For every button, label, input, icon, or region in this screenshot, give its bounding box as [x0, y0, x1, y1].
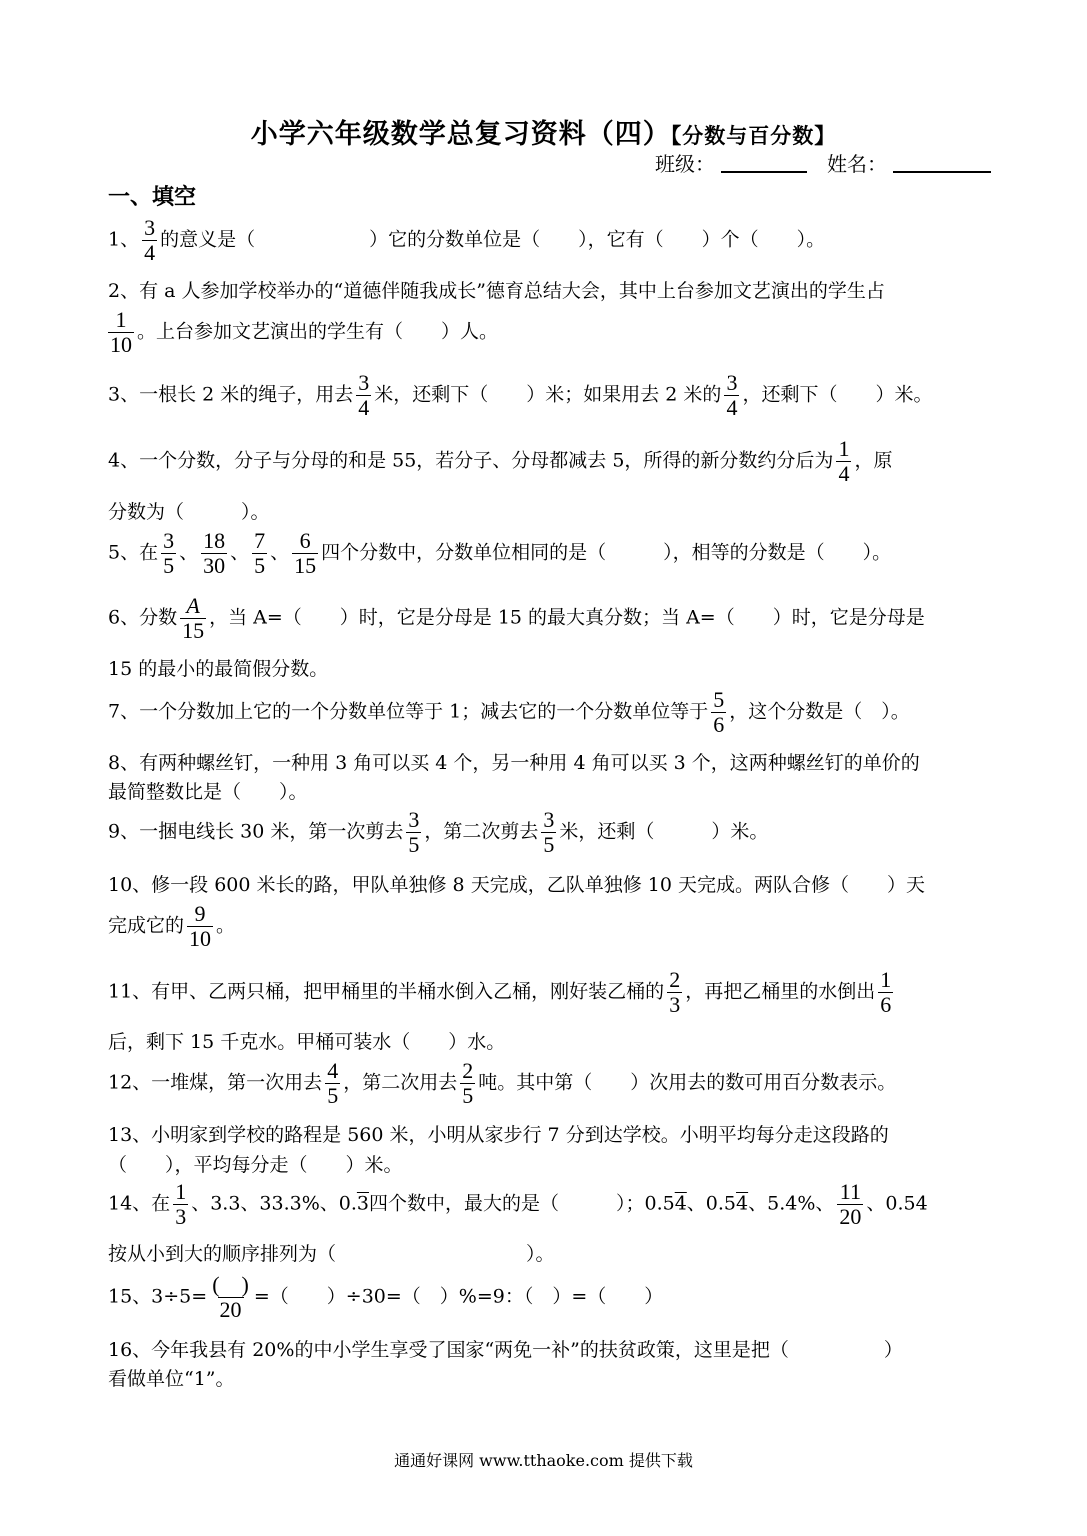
question-4	[108, 437, 1008, 486]
question-13-line-1: 13、小明家到学校的路程是 560 米，小明从家步行 7 分到达学校。小明平均每分走这段路的	[108, 1124, 889, 1146]
q5-sep-2: 、	[230, 541, 250, 564]
question-13-line-2: （ ），平均每分走（ ）米。	[108, 1154, 403, 1176]
q5-frac4-den: 15	[294, 553, 317, 578]
q3-frac1-den: 4	[358, 395, 370, 420]
q7-fraction	[711, 688, 726, 737]
q14-frac1-num: 1	[175, 1179, 187, 1204]
q11-frac1-num: 2	[669, 967, 681, 992]
q12-frac1-num: 4	[327, 1058, 339, 1083]
q14-fraction-2	[837, 1180, 863, 1229]
q14-text-c: 四个数中，最大的是（ ）；0.5	[368, 1192, 675, 1215]
question-14-line-2: 按从小到大的顺序排列为（ ）。	[108, 1243, 555, 1265]
q1-fraction	[142, 216, 157, 265]
name-blank	[893, 153, 991, 173]
q10-frac-num: 9	[194, 901, 206, 926]
question-8-line-1: 8、有两种螺丝钉，一种用 3 角可以买 4 个，另一种用 4 角可以买 3 个，这两种螺丝钉的单价的	[108, 752, 920, 774]
q9-frac2-den: 5	[543, 832, 555, 857]
q3-frac2-num: 3	[726, 370, 738, 395]
class-blank	[721, 153, 807, 173]
q12-frac2-den: 5	[462, 1083, 474, 1108]
q15-text-a: 15、3÷5=	[108, 1285, 208, 1308]
title-main: 小学六年级数学总复习资料（四）	[250, 119, 671, 150]
q9-fraction-2	[541, 808, 556, 857]
question-10-line-1: 10、修一段 600 米长的路，甲队单独修 8 天完成，乙队单独修 10 天完成。两队合修（ ）天	[108, 874, 925, 896]
q14-text-f: 、0.54	[866, 1192, 928, 1215]
q7-frac-num: 5	[713, 687, 725, 712]
question-14	[108, 1180, 1008, 1229]
q3-text-b: 米，还剩下（ ）米；如果用去 2 米的	[374, 383, 722, 406]
q1-text-b: 的意义是（ ）它的分数单位是（ ），它有（ ）个（ ）。	[160, 228, 826, 251]
section-heading: 一、填空	[108, 185, 197, 210]
page-footer: 通通好课网 www.tthaoke.com 提供下载	[394, 1451, 693, 1470]
q6-text-b: ，当 A=（ ）时，它是分母是 15 的最大真分数；当 A=（ ）时，它是分母是	[209, 606, 925, 629]
q12-text-a: 12、一堆煤，第一次用去	[108, 1071, 323, 1094]
q3-frac1-num: 3	[358, 370, 370, 395]
q5-frac3-num: 7	[254, 528, 266, 553]
q2-frac-num: 1	[115, 307, 127, 332]
q7-frac-den: 6	[713, 712, 725, 737]
q9-frac2-num: 3	[543, 807, 555, 832]
q14-text-a: 14、在	[108, 1192, 171, 1215]
q9-text-a: 9、一捆电线长 30 米，第一次剪去	[108, 820, 404, 843]
question-2-line-2	[108, 308, 1008, 357]
q15-frac-den: 20	[219, 1297, 242, 1322]
question-8-line-2: 最简整数比是（ ）。	[108, 781, 308, 803]
q3-frac2-den: 4	[726, 395, 738, 420]
q12-frac2-num: 2	[462, 1058, 474, 1083]
q5-fraction-3	[252, 529, 267, 578]
q11-text-b: ，再把乙桶里的水倒出	[685, 980, 876, 1003]
q12-text-b: ，第二次用去	[343, 1071, 458, 1094]
q6-frac-den: 15	[182, 618, 205, 643]
q15-frac-num: ( )	[212, 1272, 249, 1297]
q3-fraction-2	[724, 371, 739, 420]
q6-text-a: 6、分数	[108, 606, 178, 629]
q9-frac1-num: 3	[408, 807, 420, 832]
q11-fraction-1	[667, 968, 682, 1017]
question-10-line-2	[108, 902, 1008, 951]
q10-fraction	[187, 902, 213, 951]
q15-text-b: =（ ）÷30=（ ）%=9：（ ）=（ ）	[253, 1285, 664, 1308]
title-subtitle: 【分数与百分数】	[670, 124, 837, 148]
q12-fraction-2	[460, 1059, 475, 1108]
q4-frac-den: 4	[838, 461, 850, 486]
question-16-line-1: 16、今年我县有 20%的中小学生享受了国家“两免一补”的扶贫政策，这里是把（ ）	[108, 1339, 903, 1361]
name-label: 姓名：	[827, 152, 887, 176]
q14-fraction-1	[173, 1180, 188, 1229]
q5-fraction-4	[292, 529, 318, 578]
q5-fraction-1	[161, 529, 176, 578]
q14-repeating-digit-2: 4	[674, 1192, 687, 1215]
question-12	[108, 1059, 1008, 1108]
q9-text-c: 米，还剩（ ）米。	[559, 820, 769, 843]
q5-text-b: 四个分数中，分数单位相同的是（ ），相等的分数是（ ）。	[321, 541, 892, 564]
q5-frac3-den: 5	[254, 553, 266, 578]
question-15	[108, 1273, 1008, 1322]
q11-frac2-num: 1	[880, 967, 892, 992]
q5-frac1-den: 5	[163, 553, 175, 578]
q14-repeating-digit-1: 3	[356, 1192, 369, 1215]
question-6	[108, 594, 1008, 643]
q1-text-a: 1、	[108, 228, 140, 251]
q12-fraction-1	[325, 1059, 340, 1108]
question-11-line-2: 后，剩下 15 千克水。甲桶可装水（ ）水。	[108, 1031, 506, 1053]
q6-fraction	[180, 594, 206, 643]
question-3	[108, 371, 1008, 420]
q3-text-c: ，还剩下（ ）米。	[742, 383, 933, 406]
question-16-line-2: 看做单位“1”。	[108, 1368, 235, 1390]
q14-text-b: 、3.3、33.3%、0.	[191, 1192, 357, 1215]
q6-frac-num: A	[186, 593, 200, 618]
q10-text-b: 。	[216, 914, 236, 937]
question-7	[108, 688, 1008, 737]
q1-frac-num: 3	[144, 215, 156, 240]
q9-frac1-den: 5	[408, 832, 420, 857]
q7-text-b: ，这个分数是（ ）。	[729, 700, 910, 723]
q7-text-a: 7、一个分数加上它的一个分数单位等于 1；减去它的一个分数单位等于	[108, 700, 709, 723]
question-2-line-1: 2、有 a 人参加学校举办的“道德伴随我成长”德育总结大会，其中上台参加文艺演出的学生占	[108, 280, 885, 302]
q11-frac2-den: 6	[880, 992, 892, 1017]
q5-frac1-num: 3	[163, 528, 175, 553]
q14-frac2-den: 20	[839, 1204, 862, 1229]
q5-frac2-num: 18	[203, 528, 226, 553]
question-4-line-2: 分数为（ ）。	[108, 501, 270, 523]
q14-repeating-digit-3: 4	[736, 1192, 749, 1215]
q10-text-a: 完成它的	[108, 914, 185, 937]
q5-sep-3: 、	[270, 541, 290, 564]
q2-frac-den: 10	[110, 332, 132, 357]
question-11	[108, 968, 1008, 1017]
q5-frac2-den: 30	[203, 553, 226, 578]
question-5	[108, 529, 1008, 578]
q4-text-b: ，原	[854, 449, 893, 472]
question-1	[108, 216, 1008, 265]
page-title	[0, 112, 1087, 151]
q14-text-e: 、5.4%、	[748, 1192, 835, 1215]
q10-frac-den: 10	[189, 926, 212, 951]
q9-text-b: ，第二次剪去	[424, 820, 539, 843]
q5-frac4-num: 6	[299, 528, 311, 553]
q5-fraction-2	[201, 529, 227, 578]
q15-fraction	[210, 1273, 251, 1322]
q1-frac-den: 4	[144, 240, 156, 265]
q12-frac1-den: 5	[327, 1083, 339, 1108]
q3-text-a: 3、一根长 2 米的绳子，用去	[108, 383, 354, 406]
question-9	[108, 808, 1008, 857]
q9-fraction-1	[406, 808, 421, 857]
q4-fraction	[836, 437, 851, 486]
q5-text-a: 5、在	[108, 541, 159, 564]
q14-frac2-num: 11	[839, 1179, 861, 1204]
q5-sep-1: 、	[179, 541, 199, 564]
q14-text-d: 、0.5	[686, 1192, 737, 1215]
q11-frac1-den: 3	[669, 992, 681, 1017]
q3-fraction-1	[356, 371, 371, 420]
q2-text: 。上台参加文艺演出的学生有（ ）人。	[137, 320, 499, 343]
student-info	[655, 148, 991, 177]
q11-fraction-2	[878, 968, 893, 1017]
q12-text-c: 吨。其中第（ ）次用去的数可用百分数表示。	[478, 1071, 897, 1094]
q11-text-a: 11、有甲、乙两只桶，把甲桶里的半桶水倒入乙桶，刚好装乙桶的	[108, 980, 665, 1003]
q2-fraction	[108, 308, 134, 357]
q4-text-a: 4、一个分数，分子与分母的和是 55，若分子、分母都减去 5，所得的新分数约分后为	[108, 449, 834, 472]
q14-frac1-den: 3	[175, 1204, 187, 1229]
class-label: 班级：	[655, 152, 715, 176]
q4-frac-num: 1	[838, 436, 850, 461]
question-6-line-2: 15 的最小的最简假分数。	[108, 658, 329, 680]
